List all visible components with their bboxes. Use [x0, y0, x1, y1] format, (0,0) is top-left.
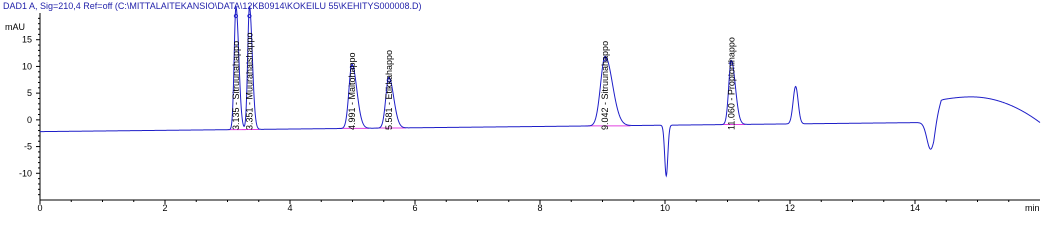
x-tick-label: 10 — [659, 203, 671, 212]
x-tick-label: 8 — [537, 203, 543, 212]
trace-layer — [40, 7, 1040, 176]
peak-apex-marker — [234, 14, 237, 17]
y-tick-label: 5 — [26, 88, 32, 99]
y-tick-label: 0 — [26, 114, 32, 125]
y-tick-label: 10 — [21, 61, 32, 72]
chromatogram-trace — [40, 7, 1040, 176]
peak-label-0: 3.135 - Sitruunahappo — [230, 40, 241, 130]
peak-apex-marker — [248, 14, 251, 17]
y-tick-label: 15 — [21, 34, 32, 45]
peak-label-2: 4.991 - Maitohappo — [346, 52, 357, 130]
peak-label-5: 11.060 - Propionihappo — [726, 37, 737, 130]
axes — [5, 13, 1040, 212]
x-axis-ticks — [37, 200, 1008, 212]
x-tick-label: 0 — [37, 203, 43, 212]
chart-title: DAD1 A, Sig=210,4 Ref=off (C:\MITTALAITEKANSIO\DATA\12KB0914\KOKEILU 55\KEHITYS000008.D) — [3, 1, 422, 11]
y-axis-ticks — [19, 18, 40, 194]
peak-label-3: 5.581 - Etikkahappo — [383, 49, 394, 130]
x-tick-label: 2 — [162, 203, 168, 212]
x-tick-label: 14 — [909, 203, 921, 212]
peak-label-1: 3.351 - Muurahaishappo — [244, 32, 255, 130]
peak-label-4: 9.042 - Sitruunahappo — [600, 40, 611, 130]
peak-labels — [231, 14, 736, 130]
y-axis-unit-label: mAU — [5, 22, 25, 32]
x-tick-label: 6 — [412, 203, 418, 212]
x-tick-label: 4 — [287, 203, 293, 212]
y-tick-label: -5 — [23, 141, 32, 152]
x-axis-unit-label: min — [1025, 203, 1040, 212]
y-tick-label: -10 — [18, 168, 32, 179]
x-tick-label: 12 — [784, 203, 796, 212]
